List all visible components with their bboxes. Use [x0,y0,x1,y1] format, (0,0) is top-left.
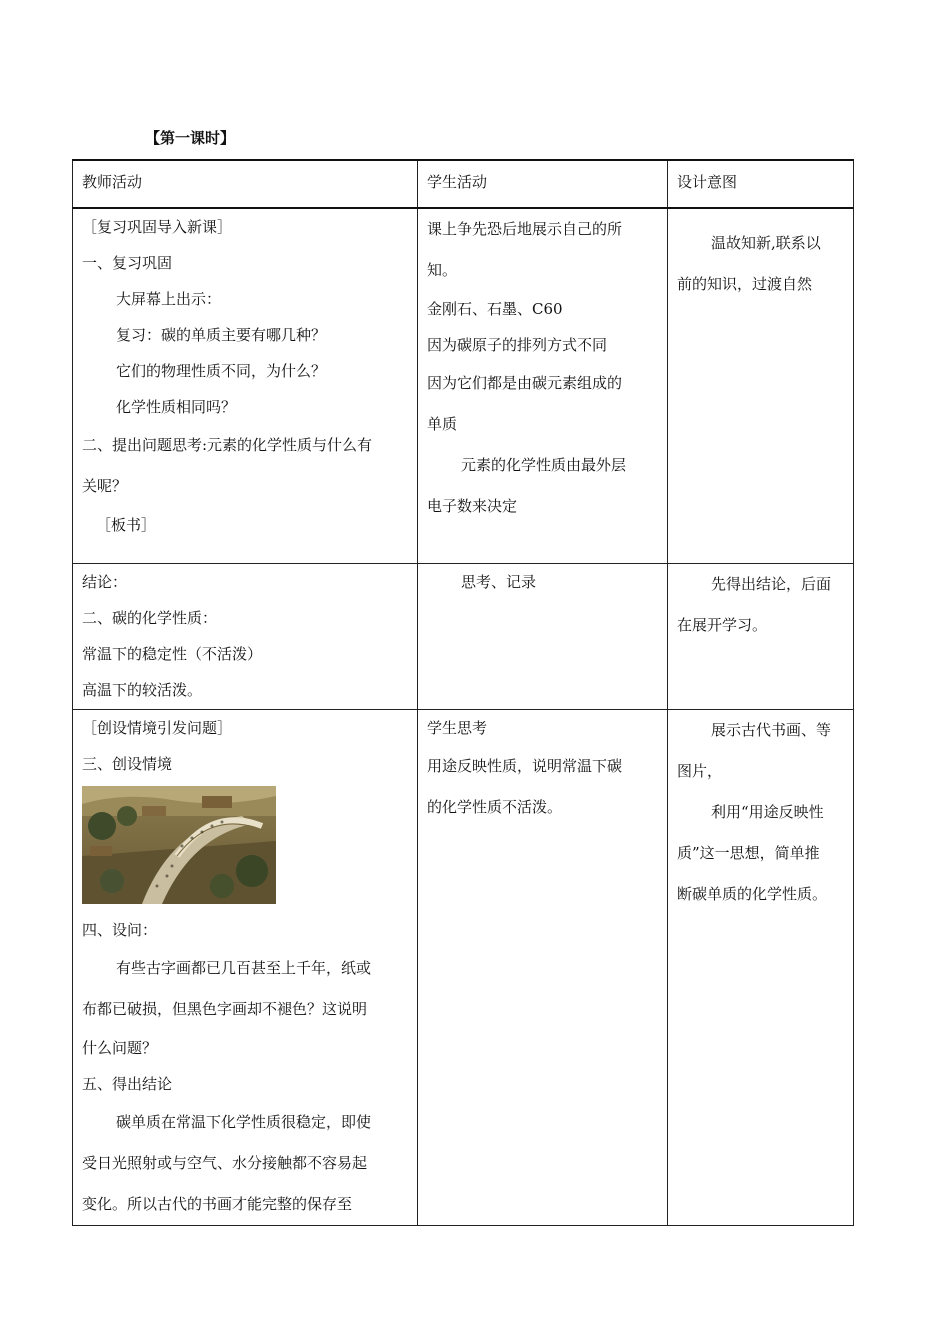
text-line: 前的知识，过渡自然 [677,275,813,293]
text-line: ［复习巩固导入新课］ [82,218,233,236]
text-line: 布都已破损，但黑色字画却不褪色？这说明 [82,1000,368,1018]
ancient-painting-image [82,786,276,904]
text-line: 电子数来决定 [427,497,518,515]
text-line: 变化。所以古代的书画才能完整的保存至 [82,1195,353,1213]
lesson-heading: 【第一课时】 [145,129,236,147]
text-line: 三、创设情境 [82,755,173,773]
text-line: 利用“用途反映性 [711,803,824,821]
text-line: 受日光照射或与空气、水分接触都不容易起 [82,1154,368,1172]
text-line: 图片， [677,762,723,780]
table-row [73,208,854,564]
design-intent-cell [668,710,854,1226]
text-line: ［板书］ [96,516,157,534]
student-activity-cell [418,564,668,710]
text-line: 大屏幕上出示： [116,290,222,308]
text-line: 金刚石、石墨、C60 [427,300,563,318]
text-line: 先得出结论，后面 [711,575,832,593]
text-line: 复习：碳的单质主要有哪几种？ [116,326,327,344]
text-line: ［创设情境引发问题］ [82,719,233,737]
student-activity-cell [418,208,668,564]
text-line: 学生思考 [427,719,488,737]
text-line: 质”这一思想，简单推 [677,844,820,862]
table-row [73,710,854,1226]
text-line: 在展开学习。 [677,616,768,634]
text-line: 常温下的稳定性（不活泼） [82,645,263,663]
text-line: 元素的化学性质由最外层 [461,456,627,474]
text-line: 用途反映性质，说明常温下碳 [427,757,623,775]
text-line: 化学性质相同吗？ [116,398,237,416]
lesson-plan-table [72,159,854,1226]
text-line: 它们的物理性质不同，为什么？ [116,362,327,380]
header-design-intent: 设计意图 [668,160,854,208]
student-activity-cell [418,710,668,1226]
text-line: 五、得出结论 [82,1075,173,1093]
teacher-activity-cell [73,208,418,564]
text-line: 课上争先恐后地展示自己的所 [427,220,623,238]
text-line: 断碳单质的化学性质。 [677,885,828,903]
text-line: 单质 [427,415,458,433]
design-intent-cell [668,208,854,564]
text-line: 因为它们都是由碳元素组成的 [427,374,623,392]
text-line: 思考、记录 [461,573,537,591]
text-line: 展示古代书画、等 [711,721,832,739]
text-line: 什么问题？ [82,1039,158,1057]
text-line: 一、复习巩固 [82,254,173,272]
text-line: 有些古字画都已几百甚至上千年，纸或 [116,959,372,977]
text-line: 的化学性质不活泼。 [427,798,563,816]
text-line: 知。 [427,261,458,279]
header-student-activity: 学生活动 [418,160,668,208]
table-header-row [73,160,854,208]
text-line: 高温下的较活泼。 [82,681,203,699]
table-row [73,564,854,710]
text-line: 因为碳原子的排列方式不同 [427,336,608,354]
text-line: 二、碳的化学性质： [82,609,218,627]
text-line: 碳单质在常温下化学性质很稳定，即使 [116,1113,372,1131]
text-line: 结论： [82,573,128,591]
text-line: 关呢？ [82,477,128,495]
text-line: 温故知新,联系以 [711,234,821,252]
header-teacher-activity: 教师活动 [73,160,418,208]
teacher-activity-cell [73,564,418,710]
text-line: 四、设问： [82,921,158,939]
text-line: 二、提出问题思考:元素的化学性质与什么有 [82,436,373,454]
design-intent-cell [668,564,854,710]
teacher-activity-cell [73,710,418,1226]
